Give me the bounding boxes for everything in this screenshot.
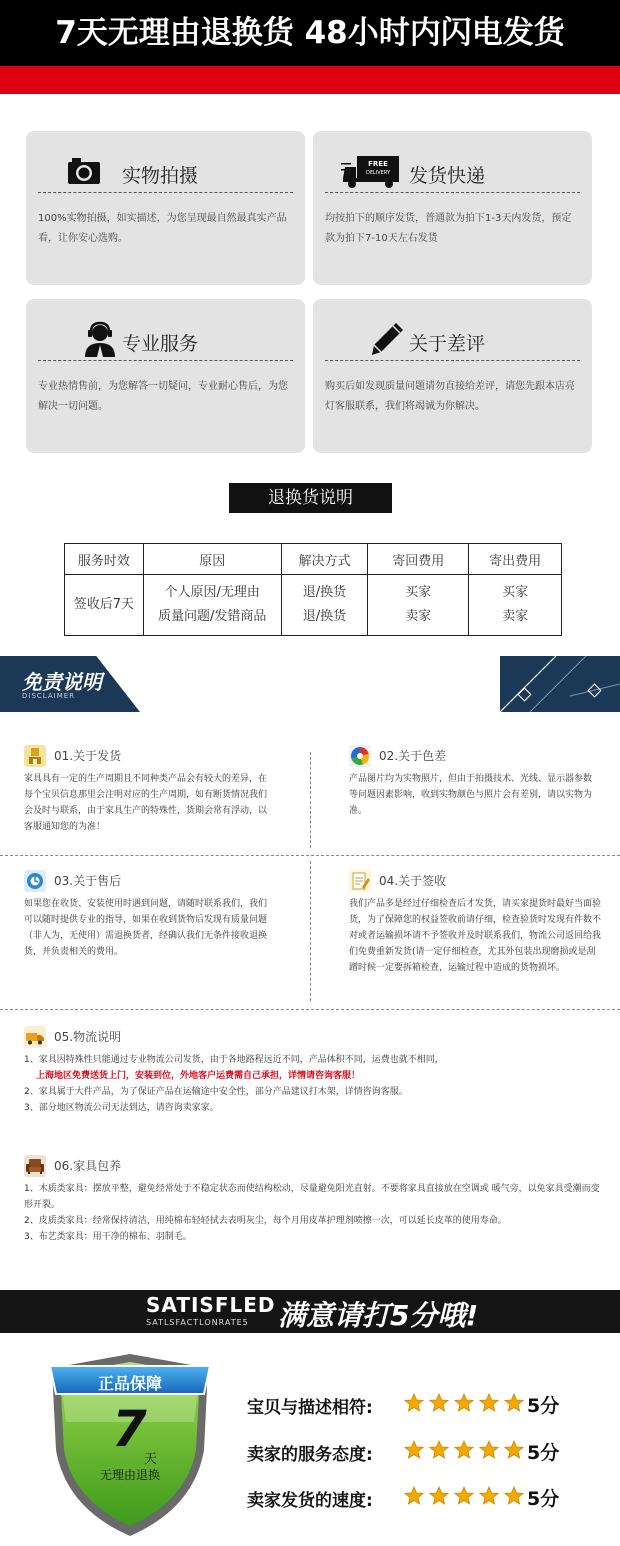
star-icon — [454, 1486, 474, 1506]
solution-2: 退/换货 — [302, 609, 347, 624]
card-text: 购买后如发现质量问题请勿直接给差评，请您先跟本店亮灯客服联系，我们将竭诚为你解决。 — [325, 381, 575, 412]
star-icon — [454, 1440, 474, 1460]
item-head — [24, 1026, 604, 1050]
item-line: 3、布艺类家具：用干净的棉布、羽制毛。 — [24, 1232, 192, 1242]
star-icon — [479, 1486, 499, 1506]
disclaimer-item-after-sales — [24, 870, 274, 960]
rating-service — [247, 1440, 560, 1465]
color-wheel-icon — [349, 745, 371, 767]
divider-vertical — [310, 752, 311, 848]
star-icon — [429, 1440, 449, 1460]
star-icon — [404, 1393, 424, 1413]
rating-stars — [404, 1486, 529, 1506]
item-head — [349, 745, 599, 769]
item-line: 3、部分地区物流公司无法到达，请咨询卖家家。 — [24, 1103, 219, 1113]
return-fee-2: 卖家 — [405, 609, 432, 624]
card-title: 关于差评 — [409, 333, 486, 355]
item-text: 如果您在收货、安装使用时遇到问题，请随时联系我们，我们可以随时提供专业的指导，如果在收到货物后发现有质量问题（非人为，无使用）需退换货者，经确认我们无条件接收退换货，并负责相关的费用。 — [24, 899, 268, 957]
star-icon — [479, 1440, 499, 1460]
sofa-icon — [24, 1155, 46, 1177]
item-head — [24, 745, 274, 769]
star-icon — [504, 1440, 524, 1460]
shield-badge-text: 正品保障 — [97, 1374, 162, 1393]
card-negative-review — [313, 299, 592, 453]
table-cell-ship-fee — [469, 575, 562, 636]
satisfied-banner — [0, 1290, 620, 1333]
solution-1: 退/换货 — [302, 585, 347, 600]
card-head — [38, 321, 293, 361]
camera-icon — [66, 153, 102, 189]
item-head — [349, 870, 601, 894]
card-title: 专业服务 — [122, 333, 199, 355]
rating-score: 5分 — [527, 1488, 560, 1510]
ship-fee-2: 卖家 — [502, 609, 529, 624]
card-real-photo — [26, 131, 305, 285]
disclaimer-title: 免责说明 — [22, 670, 102, 694]
item-text: 我们产品多是经过仔细检查后才发货，请买家提货时最好当面验货，为了保障您的权益签收前请仔细，检查验货时发现有件数不对或者运输损坏请不予签收并及时联系我们，物流公司返回给我们免费重新发货(请一定仔细检查，尤其外包装出现磨损或是刮蹭时候一定要拆箱检查，运输过程中造成的货物损坏。 — [349, 899, 602, 973]
card-text: 均按拍下的顺序发货，普通款为拍下1-3天内发货，预定款为拍下7-10天左右发货 — [325, 213, 572, 244]
top-banner: 7天无理由退换货 48小时内闪电发货 — [0, 0, 620, 66]
divider-horizontal — [0, 855, 620, 856]
table-header: 解决方式 — [281, 544, 368, 575]
table-header: 寄回费用 — [368, 544, 469, 575]
pencil-icon — [369, 321, 405, 357]
star-icon — [504, 1393, 524, 1413]
truck-icon — [24, 1026, 46, 1048]
ship-fee-1: 买家 — [502, 585, 529, 600]
star-icon — [504, 1486, 524, 1506]
disclaimer-header — [0, 656, 620, 712]
rating-label: 卖家的服务态度: — [247, 1445, 373, 1465]
red-stripe — [0, 66, 620, 94]
satisfied-en-sub: SATLSFACTLONRATE5 — [146, 1318, 249, 1327]
star-icon — [454, 1393, 474, 1413]
item-head — [24, 870, 274, 894]
item-title: 01.关于发货 — [54, 749, 122, 763]
item-line: 1、木质类家具：摆放平整，避免经常处于不稳定状态而使结构松动，尽量避免阳光直射。不要将家具直接放在空调或 暖气旁，以免家具受潮而变形开裂。 — [24, 1184, 600, 1210]
item-title: 04.关于签收 — [379, 874, 447, 888]
disclaimer-item-logistics — [24, 1026, 604, 1116]
support-icon — [24, 870, 46, 892]
rating-score: 5分 — [527, 1442, 560, 1464]
item-title: 05.物流说明 — [54, 1030, 122, 1044]
table-cell-period: 签收后7天 — [65, 575, 144, 636]
divider-horizontal — [0, 1009, 620, 1010]
card-head — [38, 153, 293, 193]
table-cell-solution — [281, 575, 368, 636]
shield-number: 7 — [112, 1400, 147, 1458]
item-head — [24, 1155, 604, 1179]
rating-stars — [404, 1440, 529, 1460]
table-cell-return-fee — [368, 575, 469, 636]
card-text: 100%实物拍摄，如实描述，为您呈现最自然最真实产品看，让你安心选购。 — [38, 213, 287, 244]
table-row — [65, 575, 562, 636]
table-cell-reason — [143, 575, 281, 636]
item-text: 家具具有一定的生产周期且不同种类产品会有较大的差异，在每个宝贝信息那里会注明对应的生产周期，如有断货情况我们会及时与联系，由于家具生产的特殊性，货期会常有浮动，以客服通知您的为准！ — [24, 774, 268, 832]
shield-unit: 天 — [144, 1452, 158, 1467]
disclaimer-item-color — [349, 745, 599, 819]
item-line: 2、家具属于大件产品，为了保证产品在运输途中安全性，部分产品建议打木架，详情咨询客服。 — [24, 1087, 408, 1097]
item-title: 03.关于售后 — [54, 874, 122, 888]
card-title: 实物拍摄 — [122, 165, 199, 187]
card-professional-service — [26, 299, 305, 453]
rating-description — [247, 1393, 560, 1418]
card-head — [325, 321, 580, 361]
returns-table — [64, 543, 562, 636]
shield-text: 无理由退换 — [99, 1468, 160, 1482]
delivery-truck-icon — [341, 153, 401, 189]
customer-service-icon — [82, 321, 118, 357]
star-icon — [479, 1393, 499, 1413]
reason-1: 个人原因/无理由 — [164, 585, 260, 600]
disclaimer-item-maintenance — [24, 1155, 604, 1245]
svg-text:DELIVERY: DELIVERY — [365, 170, 391, 176]
warehouse-icon — [24, 745, 46, 767]
table-header-row — [65, 544, 562, 575]
decoration-lines-icon — [500, 656, 620, 712]
disclaimer-item-signing — [349, 870, 601, 976]
table-header: 服务时效 — [65, 544, 144, 575]
item-line-highlight: 上海地区免费送货上门，安装到位，外地客户运费需自己承担，详情请咨询客服！ — [36, 1071, 361, 1081]
reason-2: 质量问题/发错商品 — [158, 609, 267, 624]
rating-shipping-speed — [247, 1486, 560, 1511]
rating-label: 宝贝与描述相符: — [247, 1398, 373, 1418]
guarantee-shield — [44, 1350, 216, 1540]
item-line: 2、皮质类家具：经常保持清洁，用纯棉布轻轻拭去表明灰尘，每个月用皮革护理剂喷擦一次，可以延长皮革的使用寿命。 — [24, 1216, 507, 1226]
table-header: 原因 — [143, 544, 281, 575]
card-title: 发货快递 — [409, 165, 486, 187]
card-head — [325, 153, 580, 193]
card-fast-delivery — [313, 131, 592, 285]
star-icon — [429, 1486, 449, 1506]
card-text: 专业热情售前，为您解答一切疑问，专业耐心售后，为您解决一切问题。 — [38, 381, 288, 412]
divider-vertical — [310, 861, 311, 1001]
disclaimer-item-shipping — [24, 745, 274, 835]
star-icon — [404, 1486, 424, 1506]
star-icon — [404, 1440, 424, 1460]
item-title: 06.家具包养 — [54, 1159, 122, 1173]
signing-icon — [349, 870, 371, 892]
item-text: 产品图片均为实物照片，但由于拍摄技术、光线、显示器参数等问题因素影响，收到实物颜色与照片会有差别，请以实物为准。 — [349, 774, 593, 816]
rating-score: 5分 — [527, 1395, 560, 1417]
disclaimer-subtitle: DISCLAIMER — [22, 692, 76, 700]
rating-label: 卖家发货的速度: — [247, 1491, 373, 1511]
item-title: 02.关于色差 — [379, 749, 447, 763]
item-line: 1、家具因特殊性只能通过专业物流公司发货，由于各地路程远近不同，产品体积不同，运费也就不相同， — [24, 1055, 444, 1065]
returns-label: 退换货说明 — [229, 483, 392, 513]
table-header: 寄出费用 — [469, 544, 562, 575]
svg-text:FREE: FREE — [368, 160, 388, 168]
return-fee-1: 买家 — [405, 585, 432, 600]
rating-stars — [404, 1393, 529, 1413]
satisfied-cn: 满意请打5分哦! — [278, 1299, 479, 1332]
star-icon — [429, 1393, 449, 1413]
satisfied-en: SATISFLED — [146, 1293, 276, 1317]
